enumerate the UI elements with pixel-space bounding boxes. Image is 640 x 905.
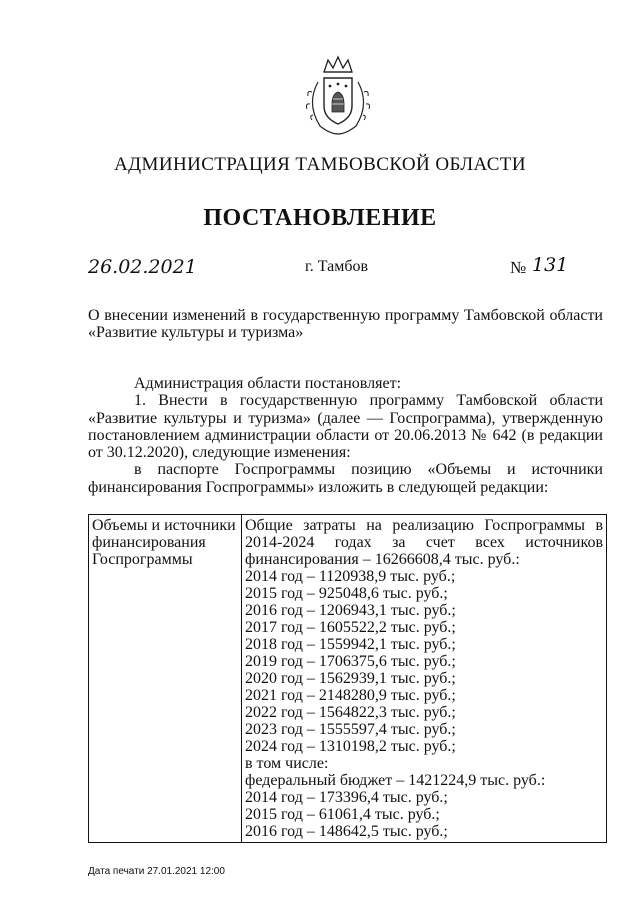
value-line: Общие затраты на реализацию Госпрограммы в 2014-2024 годах за счет всех источников финансирования – 16266608,4 тыс. руб.: (245, 517, 603, 568)
organization-name: АДМИНИСТРАЦИЯ ТАМБОВСКОЙ ОБЛАСТИ (114, 154, 526, 175)
document-date: 26.02.2021 (88, 256, 197, 278)
value-line: 2015 год – 61061,4 тыс. руб.; (245, 806, 440, 823)
value-line: 2023 год – 1555597,4 тыс. руб.; (245, 721, 456, 738)
value-line: 2017 год – 1605522,2 тыс. руб.; (245, 619, 456, 636)
body-paragraph-2: 1. Внести в государственную программу Тамбовской области «Развитие культуры и туризма» (далее — Госпрограмма), утвержденную постановлением администрации области от 20.06.2013 № 642 (в редакции от 30.12.2020), следующие изменения: (88, 392, 603, 462)
passport-table (88, 514, 607, 843)
subject-line-1: О внесении изменений в государственную программу Тамбовской области (88, 307, 603, 324)
value-line: 2024 год – 1310198,2 тыс. руб.; (245, 738, 456, 755)
value-line: 2016 год – 148642,5 тыс. руб.; (245, 823, 448, 840)
table-value-cell (242, 515, 607, 843)
value-line: федеральный бюджет – 1421224,9 тыс. руб.: (245, 772, 546, 789)
print-date-footer: Дата печати 27.01.2021 12:00 (88, 866, 225, 877)
document-number-label: № (510, 258, 527, 277)
tambov-region-coat-of-arms-icon (298, 52, 378, 138)
value-line: 2014 год – 173396,4 тыс. руб.; (245, 789, 448, 806)
subject-line-2: «Развитие культуры и туризма» (88, 324, 304, 341)
value-line: 2015 год – 925048,6 тыс. руб.; (245, 585, 448, 602)
document-title: ПОСТАНОВЛЕНИЕ (203, 205, 437, 231)
table-label-cell: Объемы и источники финансирования Госпрограммы (89, 515, 242, 843)
body-paragraph-3: в паспорте Госпрограммы позицию «Объемы и источники финансирования Госпрограммы» изложить в следующей редакции: (88, 461, 603, 496)
document-body (88, 375, 603, 496)
value-line: 2022 год – 1564822,3 тыс. руб.; (245, 704, 456, 721)
document-city: г. Тамбов (305, 258, 369, 275)
value-line: в том числе: (245, 755, 329, 772)
table-row (89, 515, 607, 843)
body-paragraph-1: Администрация области постановляет: (134, 375, 402, 392)
value-line: 2021 год – 2148280,9 тыс. руб.; (245, 687, 456, 704)
value-line: 2016 год – 1206943,1 тыс. руб.; (245, 602, 456, 619)
value-line: 2020 год – 1562939,1 тыс. руб.; (245, 670, 456, 687)
document-subject (88, 307, 603, 341)
value-line: 2014 год – 1120938,9 тыс. руб.; (245, 568, 456, 585)
document-number: 131 (532, 254, 569, 276)
value-line: 2018 год – 1559942,1 тыс. руб.; (245, 636, 456, 653)
value-line: 2019 год – 1706375,6 тыс. руб.; (245, 653, 456, 670)
